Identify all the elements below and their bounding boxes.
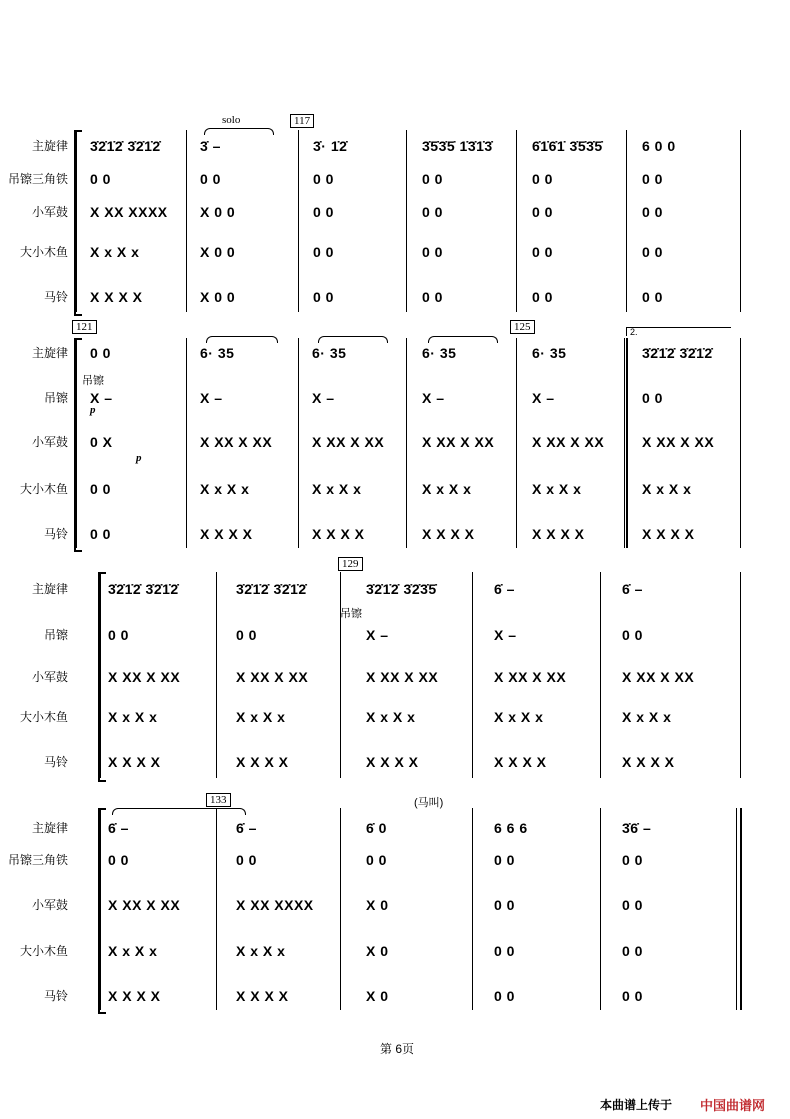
note-group: X x X x xyxy=(622,709,672,725)
note-group: 6· 35 xyxy=(532,345,567,361)
note-group: 0 X xyxy=(90,434,113,450)
note-group: X 0 0 xyxy=(200,204,236,220)
instrument-label: 大小木鱼 xyxy=(19,245,68,259)
note-group: 3̇· 1̇2̇ xyxy=(313,138,348,154)
repeat-barline xyxy=(626,338,628,548)
note-group: X – xyxy=(532,390,555,406)
slur xyxy=(318,336,388,343)
note-group: 6· 35 xyxy=(422,345,457,361)
note-group: 0 0 xyxy=(108,852,129,868)
note-group: X XX X XX xyxy=(108,897,181,913)
measure-number: 125 xyxy=(510,320,535,334)
note-group: 0 0 xyxy=(494,852,515,868)
note-group: X XX X XX xyxy=(642,434,715,450)
note-group: 0 0 xyxy=(532,289,553,305)
instrument-label: 主旋律 xyxy=(31,821,68,835)
note-group: 6 6 6 xyxy=(494,820,528,836)
instrument-label: 小军鼓 xyxy=(31,205,68,219)
barline xyxy=(340,572,341,778)
note-group: 0 0 xyxy=(236,852,257,868)
slur xyxy=(206,336,278,343)
barline xyxy=(740,808,742,1010)
page-number: 第 6页 xyxy=(380,1042,415,1056)
note-group: X x X x xyxy=(236,709,286,725)
note-group: X – xyxy=(200,390,223,406)
note-group: X x X x xyxy=(312,481,362,497)
horse-neigh-marking: (马叫) xyxy=(414,797,444,809)
barline xyxy=(406,130,407,312)
note-group: 0 0 xyxy=(90,526,111,542)
barline xyxy=(472,808,473,1010)
barline xyxy=(186,338,187,548)
note-group: X X X X xyxy=(90,289,143,305)
barline xyxy=(600,808,601,1010)
volta-ending: 2. xyxy=(630,327,638,337)
note-group: X X X X xyxy=(532,526,585,542)
note-group: X XX X XX xyxy=(422,434,495,450)
note-group: X x X x xyxy=(366,709,416,725)
barline xyxy=(216,808,217,1010)
measure-number: 129 xyxy=(338,557,363,571)
instrument-label: 吊镲 xyxy=(43,391,68,405)
instrument-label: 主旋律 xyxy=(31,139,68,153)
instrument-label: 马铃 xyxy=(43,755,68,769)
instrument-label: 主旋律 xyxy=(31,582,68,596)
barline xyxy=(298,338,299,548)
barline xyxy=(100,808,101,1010)
note-group: X XX X XX xyxy=(366,669,439,685)
note-group: X X X X xyxy=(622,754,675,770)
note-group: X X X X xyxy=(200,526,253,542)
note-group: X x X x xyxy=(236,943,286,959)
note-group: X XX X XX xyxy=(532,434,605,450)
note-group: X x X x xyxy=(532,481,582,497)
slur xyxy=(428,336,498,343)
note-group: 0 0 xyxy=(200,171,221,187)
note-group: 0 0 xyxy=(90,481,111,497)
instrument-label: 吊镲三角铁 xyxy=(7,853,68,867)
note-group: 0 0 xyxy=(313,204,334,220)
note-group: X 0 xyxy=(366,897,389,913)
barline xyxy=(100,572,101,778)
instrument-label: 马铃 xyxy=(43,290,68,304)
note-group: 0 0 xyxy=(422,289,443,305)
note-group: 0 0 xyxy=(622,943,643,959)
note-group: X 0 0 xyxy=(200,244,236,260)
note-group: 0 0 xyxy=(90,171,111,187)
note-group: 6̇1̇6̇1̇ 3̇5̇3̇5̇ xyxy=(532,138,603,154)
barline xyxy=(624,338,625,548)
note-group: X XX X XX xyxy=(108,669,181,685)
note-group: 0 0 xyxy=(366,852,387,868)
barline xyxy=(298,130,299,312)
note-group: 0 0 xyxy=(90,345,111,361)
note-group: 3̇ – xyxy=(200,138,221,154)
site-logo-text: 中国曲谱网 xyxy=(700,1098,766,1113)
instrument-label: 大小木鱼 xyxy=(19,944,68,958)
note-group: 0 0 xyxy=(236,627,257,643)
note-group: X x X x xyxy=(422,481,472,497)
note-group: X X X X xyxy=(236,754,289,770)
barline xyxy=(76,130,77,312)
note-group: X XX X XX xyxy=(236,669,309,685)
barline xyxy=(406,338,407,548)
instrument-label: 吊镲三角铁 xyxy=(7,172,68,186)
instrument-label: 马铃 xyxy=(43,989,68,1003)
slur xyxy=(112,808,246,815)
cymbal-marking: 吊镲 xyxy=(340,608,362,620)
note-group: 0 0 xyxy=(642,244,663,260)
note-group: 0 0 xyxy=(313,289,334,305)
note-group: X XX X XX xyxy=(622,669,695,685)
solo-marking: solo xyxy=(222,114,241,126)
note-group: 3̇2̇1̇2̇ 3̇2̇1̇2̇ xyxy=(90,138,161,154)
note-group: 0 0 xyxy=(622,627,643,643)
measure-number: 117 xyxy=(290,114,314,128)
note-group: X x X x xyxy=(642,481,692,497)
slur xyxy=(204,128,274,135)
note-group: X 0 0 xyxy=(200,289,236,305)
note-group: 6· 35 xyxy=(200,345,235,361)
note-group: X – xyxy=(494,627,517,643)
note-group: X x X x xyxy=(494,709,544,725)
note-group: X X X X xyxy=(312,526,365,542)
barline xyxy=(76,338,77,548)
measure-number: 121 xyxy=(72,320,97,334)
note-group: 6̇ – xyxy=(236,820,257,836)
note-group: X X X X xyxy=(108,988,161,1004)
note-group: 3̇6̇ – xyxy=(622,820,652,836)
note-group: 0 0 xyxy=(494,897,515,913)
note-group: 0 0 xyxy=(642,289,663,305)
note-group: 0 0 xyxy=(108,627,129,643)
note-group: X X X X xyxy=(366,754,419,770)
instrument-label: 马铃 xyxy=(43,527,68,541)
note-group: X XX X XX xyxy=(200,434,273,450)
note-group: X XX X XX xyxy=(494,669,567,685)
note-group: X X X X xyxy=(642,526,695,542)
note-group: 3̇2̇1̇2̇ 3̇2̇1̇2̇ xyxy=(108,581,179,597)
note-group: 0 0 xyxy=(313,171,334,187)
barline xyxy=(516,130,517,312)
note-group: 0 0 xyxy=(622,897,643,913)
note-group: 6̇ – xyxy=(108,820,129,836)
instrument-label: 小军鼓 xyxy=(31,670,68,684)
note-group: X X X X xyxy=(108,754,161,770)
note-group: 0 0 xyxy=(494,988,515,1004)
note-group: X x X x xyxy=(90,244,140,260)
note-group: 0 0 xyxy=(622,988,643,1004)
note-group: 6̇ – xyxy=(494,581,515,597)
note-group: X – xyxy=(366,627,389,643)
note-group: X X X X xyxy=(494,754,547,770)
note-group: X – xyxy=(422,390,445,406)
note-group: X – xyxy=(90,390,113,406)
note-group: X XX XXXX xyxy=(236,897,314,913)
note-group: X XX XXXX xyxy=(90,204,168,220)
volta-bracket xyxy=(626,327,731,336)
note-group: 0 0 xyxy=(642,171,663,187)
barline xyxy=(516,338,517,548)
note-group: X X X X xyxy=(422,526,475,542)
note-group: 3̇2̇1̇2̇ 3̇2̇1̇2̇ xyxy=(236,581,307,597)
note-group: 0 0 xyxy=(422,171,443,187)
barline xyxy=(216,572,217,778)
note-group: 6̇ 0 xyxy=(366,820,387,836)
note-group: X 0 xyxy=(366,988,389,1004)
barline xyxy=(740,572,741,778)
note-group: X – xyxy=(312,390,335,406)
note-group: 0 0 xyxy=(532,171,553,187)
note-group: 0 0 xyxy=(494,943,515,959)
note-group: 6 0 0 xyxy=(642,138,676,154)
note-group: 0 0 xyxy=(642,390,663,406)
note-group: 0 0 xyxy=(313,244,334,260)
instrument-label: 小军鼓 xyxy=(31,435,68,449)
note-group: X XX X XX xyxy=(312,434,385,450)
instrument-label: 大小木鱼 xyxy=(19,710,68,724)
note-group: 6̇ – xyxy=(622,581,643,597)
note-group: 0 0 xyxy=(622,852,643,868)
barline xyxy=(340,808,341,1010)
note-group: 0 0 xyxy=(422,244,443,260)
note-group: X x X x xyxy=(108,709,158,725)
instrument-label: 大小木鱼 xyxy=(19,482,68,496)
instrument-label: 吊镲 xyxy=(43,628,68,642)
note-group: 3̇2̇1̇2̇ 3̇2̇1̇2̇ xyxy=(642,345,713,361)
instrument-label: 小军鼓 xyxy=(31,898,68,912)
barline xyxy=(740,338,741,548)
note-group: X x X x xyxy=(200,481,250,497)
note-group: X x X x xyxy=(108,943,158,959)
note-group: 6· 35 xyxy=(312,345,347,361)
note-group: 0 0 xyxy=(422,204,443,220)
barline xyxy=(626,130,627,312)
barline xyxy=(600,572,601,778)
note-group: X X X X xyxy=(236,988,289,1004)
measure-number: 133 xyxy=(206,793,231,807)
dynamic-p: p xyxy=(136,452,142,464)
barline xyxy=(740,130,741,312)
note-group: 0 0 xyxy=(532,204,553,220)
barline xyxy=(736,808,737,1010)
barline xyxy=(186,130,187,312)
dynamic-p: p xyxy=(90,404,96,416)
note-group: X 0 xyxy=(366,943,389,959)
note-group: 0 0 xyxy=(642,204,663,220)
barline xyxy=(472,572,473,778)
instrument-label: 主旋律 xyxy=(31,346,68,360)
note-group: 3̇5̇3̇5̇ 1̇3̇1̇3̇ xyxy=(422,138,493,154)
note-group: 3̇2̇1̇2̇ 3̇2̇3̇5̇ xyxy=(366,581,437,597)
note-group: 0 0 xyxy=(532,244,553,260)
cymbal-marking: 吊镲 xyxy=(82,375,104,387)
upload-credit: 本曲谱上传于 xyxy=(600,1098,673,1112)
